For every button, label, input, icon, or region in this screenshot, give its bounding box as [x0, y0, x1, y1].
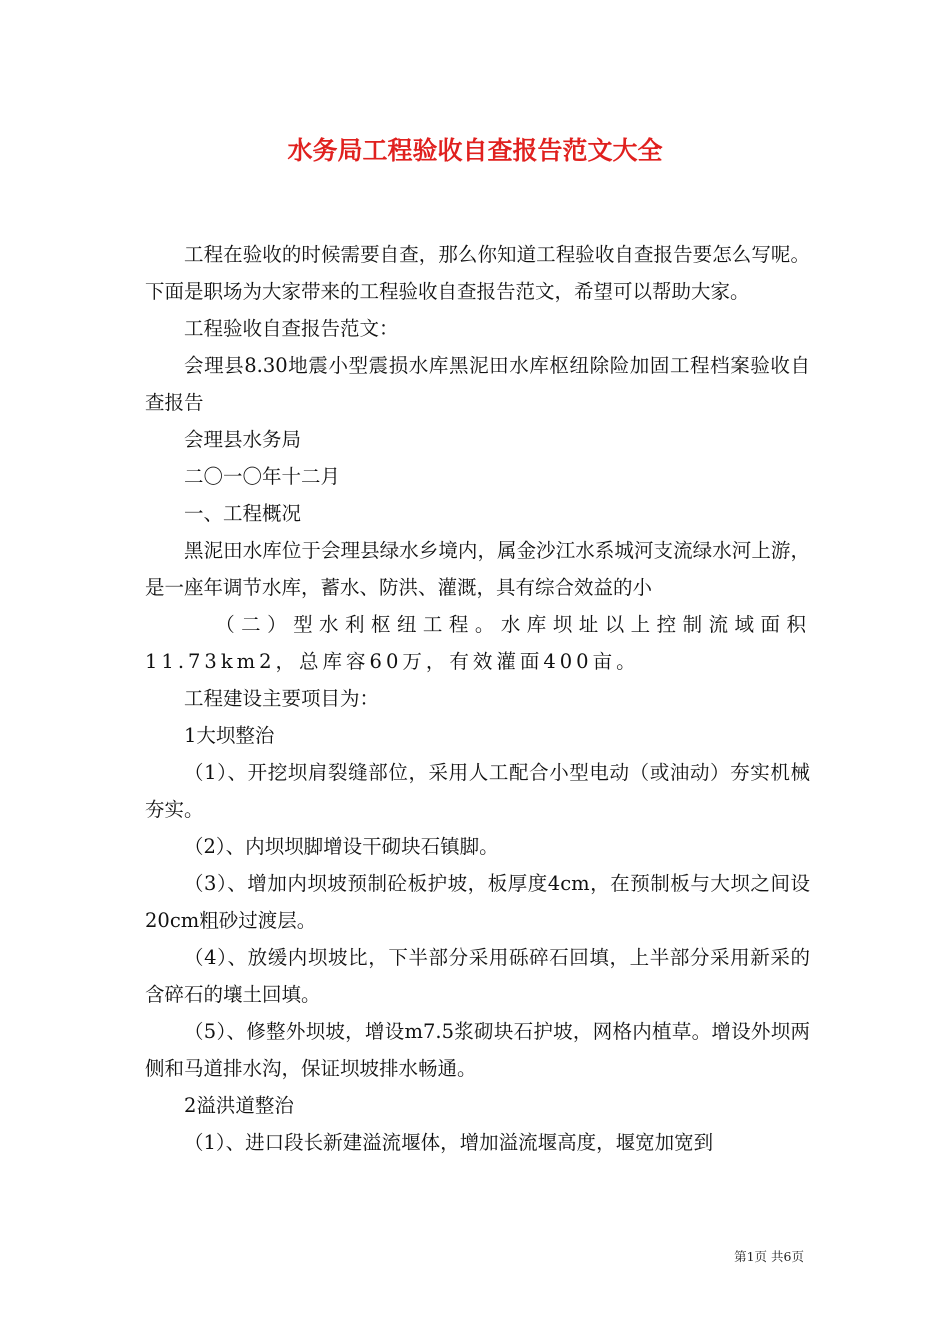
list-item-dam-2: （2）、内坝坝脚增设干砌块石镇脚。 [184, 835, 499, 858]
paragraph-intro: 工程在验收的时候需要自查，那么你知道工程验收自查报告要怎么写呢。下面是职场为大家带来的工程验收自查报告范文，希望可以帮助大家。 [145, 243, 810, 303]
document-title: 水务局工程验收自查报告范文大全 [287, 136, 663, 165]
section-heading-overview: 一、工程概况 [184, 502, 302, 525]
document-body [145, 236, 810, 1161]
paragraph-reservoir-location: 黑泥田水库位于会理县绿水乡境内，属金沙江水系城河支流绿水河上游，是一座年调节水库，蓄水、防洪、灌溉，具有综合效益的小 [145, 539, 810, 599]
list-item-dam-4: （4）、放缓内坝坡比，下半部分采用砾碎石回填，上半部分采用新采的含碎石的壤土回填。 [145, 946, 810, 1006]
paragraph-report-title: 会理县8.30地震小型震损水库黑泥田水库枢纽除险加固工程档案验收自查报告 [145, 354, 810, 414]
paragraph-issuer: 会理县水务局 [184, 428, 302, 451]
paragraph-project-items: 工程建设主要项目为： [184, 687, 380, 710]
section-heading-spillway: 2溢洪道整治 [184, 1094, 294, 1117]
list-item-dam-5: （5）、修整外坝坡，增设m7.5浆砌块石护坡，网格内植草。增设外坝两侧和马道排水沟，保证坝坡排水畅通。 [145, 1020, 810, 1080]
paragraph-sample-heading: 工程验收自查报告范文： [184, 317, 399, 340]
list-item-dam-1: （1）、开挖坝肩裂缝部位，采用人工配合小型电动（或油动）夯实机械夯实。 [145, 761, 810, 821]
page-number-footer: 第1页 共6页 [734, 1249, 804, 1264]
section-heading-dam: 1大坝整治 [184, 724, 275, 747]
list-item-spillway-1: （1）、进口段长新建溢流堰体，增加溢流堰高度，堰宽加宽到 [184, 1131, 714, 1154]
list-item-dam-3: （3）、增加内坝坡预制砼板护坡，板厚度4cm，在预制板与大坝之间设20cm粗砂过渡层。 [145, 872, 810, 932]
paragraph-reservoir-capacity: （二）型水利枢纽工程。水库坝址以上控制流域面积11.73km2，总库容60万，有效灌面400亩。 [145, 613, 810, 673]
paragraph-date: 二〇一〇年十二月 [184, 465, 341, 488]
